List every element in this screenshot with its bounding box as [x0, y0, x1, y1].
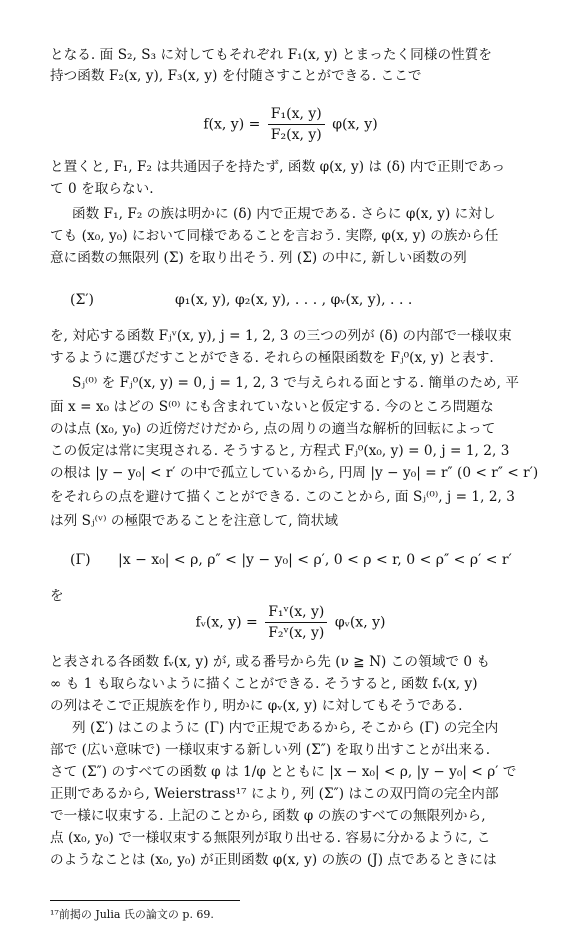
text-line: 函数 F₁, F₂ の族は明かに (δ) 内で正規である. さらに φ(x, y) に対し: [72, 206, 496, 222]
text-line: となる. 面 S₂, S₃ に対してもそれぞれ F₁(x, y) とまったく同様の性質を: [50, 47, 493, 63]
equation-sequence: φ₁(x, y), φ₂(x, y), . . . , φᵥ(x, y), . . .: [175, 292, 413, 308]
fraction-numerator: F₁ᵛ(x, y): [265, 603, 327, 623]
text-line: この仮定は常に実現される. そうすると, 方程式 Fⱼ⁰(x₀, y) = 0, j = 1, 2, 3: [50, 443, 510, 459]
text-line: と置くと, F₁, F₂ は共通因子を持たず, 函数 φ(x, y) は (δ) 内で正則であっ: [50, 159, 506, 175]
text-line: を: [50, 588, 64, 604]
fraction: [265, 603, 327, 642]
text-line: て 0 を取らない.: [50, 181, 154, 197]
text-line: ∞ も 1 も取らないように描くことができる. そうすると, 函数 fᵥ(x, y): [50, 676, 478, 692]
text-line: 意に函数の無限列 (Σ) を取り出そう. 列 (Σ) の中に, 新しい函数の列: [50, 250, 467, 266]
text-line: をそれらの点を避けて描くことができる. このことから, 面 Sⱼ⁽⁰⁾, j = 1, 2, 3: [50, 489, 515, 505]
text-line: のは点 (x₀, y₀) の近傍だけだから, 点の周りの適当な解析的回転によって: [50, 421, 496, 437]
equation-label: (Σ′): [70, 292, 95, 308]
equation-f-nu: [0, 603, 581, 642]
text-line: 部で (広い意味で) 一様収束する新しい列 (Σ″) を取り出すことが出来る.: [50, 742, 491, 758]
text-line: するように選びだすことができる. それらの極限函数を Fⱼ⁰(x, y) と表す.: [50, 350, 494, 366]
footnote-rule: [50, 900, 240, 901]
equation-lhs: fᵥ(x, y) =: [195, 614, 258, 631]
text-line: ても (x₀, y₀) において同様であることを言おう. 実際, φ(x, y) の族から任: [50, 228, 499, 244]
text-line: で一様に収束する. 上記のことから, 函数 φ の族のすべての無限列から,: [50, 808, 486, 824]
fraction-numerator: F₁(x, y): [268, 105, 325, 125]
text-line: の列はそこで正規族を作り, 明かに φᵥ(x, y) に対してもそうである.: [50, 698, 463, 714]
text-line: 持つ函数 F₂(x, y), F₃(x, y) を付随さすことができる. ここで: [50, 68, 422, 84]
text-line: 列 (Σ′) はこのように (Γ) 内で正規であるから, そこから (Γ) の完全内: [72, 720, 499, 736]
fraction-denominator: F₂(x, y): [270, 127, 322, 143]
equation-label: (Γ): [70, 552, 91, 568]
text-line: 点 (x₀, y₀) で一様収束する無限列が取り出せる. 容易に分かるように, こ: [50, 830, 491, 846]
equation-rhs: φᵥ(x, y): [334, 614, 386, 631]
text-line: Sⱼ⁽⁰⁾ を Fⱼ⁰(x, y) = 0, j = 1, 2, 3 で与えられる面とする. 簡単のため, 平: [72, 375, 519, 391]
footnote: ¹⁷前掲の Julia 氏の論文の p. 69.: [50, 908, 214, 921]
fraction: [268, 105, 325, 144]
equation-rhs: φ(x, y): [332, 116, 378, 133]
text-line: の根は |y − y₀| < r′ の中で孤立しているから, 円周 |y − y₀| = r″ (0 < r″ < r′): [50, 465, 539, 481]
text-line: 正則であるから, Weierstrass¹⁷ により, 列 (Σ″) はこの双円筒の完全内部: [50, 786, 499, 802]
text-line: さて (Σ″) のすべての函数 φ は 1/φ とともに |x − x₀| < ρ, |y − y₀| < ρ′ で: [50, 764, 517, 780]
text-line: を, 対応する函数 Fⱼᵛ(x, y), j = 1, 2, 3 の三つの列が (δ) の内部で一様収束: [50, 328, 512, 344]
text-line: 面 x = x₀ はどの S⁽⁰⁾ にも含まれていないと仮定する. 今のところ問題な: [50, 399, 494, 415]
fraction-denominator: F₂ᵛ(x, y): [268, 625, 325, 641]
text-line: と表される各函数 fᵥ(x, y) が, 或る番号から先 (ν ≧ N) この領域で 0 も: [50, 654, 491, 670]
text-line: は列 Sⱼ⁽ᵛ⁾ の極限であることを注意して, 筒状域: [50, 513, 338, 529]
equation-domain: |x − x₀| < ρ, ρ″ < |y − y₀| < ρ′, 0 < ρ < r, 0 < ρ″ < ρ′ < r′: [118, 552, 512, 568]
equation-lhs: f(x, y) =: [203, 116, 261, 133]
equation-f: [0, 105, 581, 144]
text-line: のようなことは (x₀, y₀) が正則函数 φ(x, y) の族の (J) 点であるときには: [50, 852, 497, 868]
